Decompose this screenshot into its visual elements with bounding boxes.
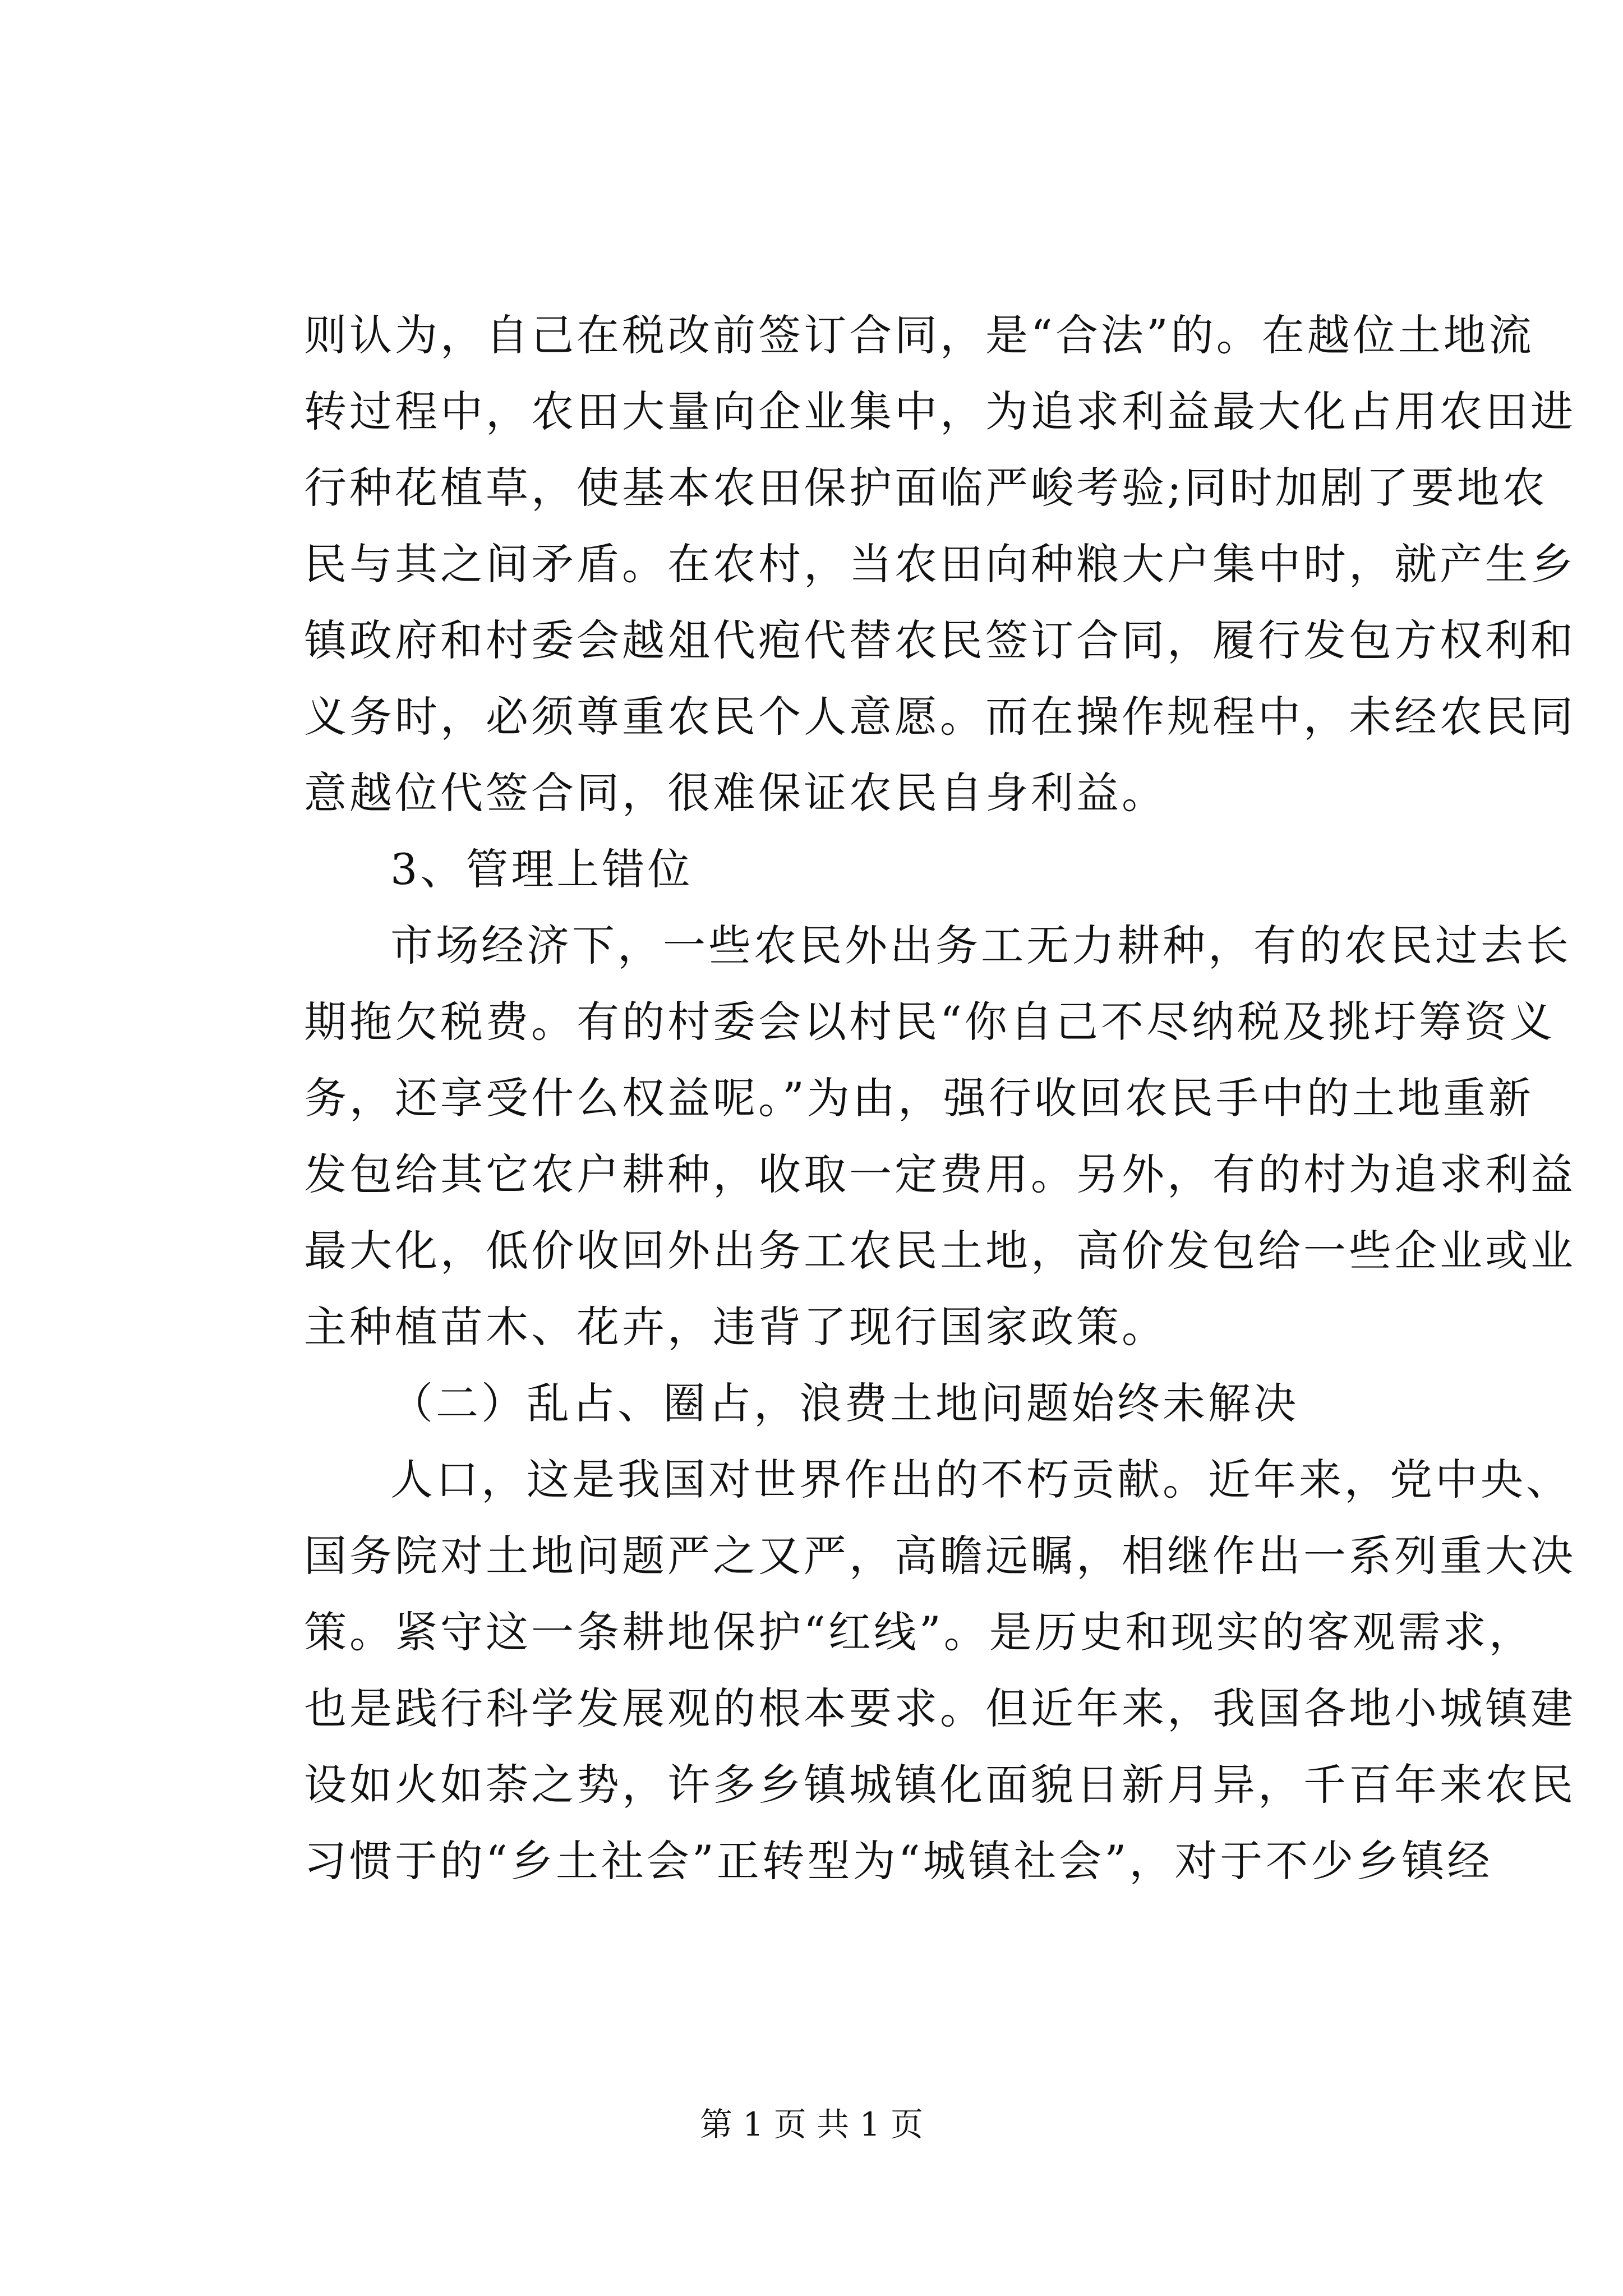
- section-heading: （二）乱占、圈占，浪费土地问题始终未解决: [390, 1378, 1299, 1428]
- paragraph-first-line: 市场经济下，一些农民外出务工无力耕种，有的农民过去长: [390, 921, 1571, 970]
- body-line: 义务时，必须尊重农民个人意愿。而在操作规程中，未经农民同: [304, 692, 1576, 742]
- body-line: 行种花植草，使基本农田保护面临严峻考验;同时加剧了要地农: [304, 463, 1548, 513]
- body-line: 则认为，自己在税改前签订合同，是“合法”的。在越位土地流: [304, 310, 1534, 360]
- body-line: 转过程中，农田大量向企业集中，为追求利益最大化占用农田进: [304, 386, 1576, 436]
- page-footer: [0, 2105, 1623, 2144]
- body-line: 设如火如荼之势，许多乡镇城镇化面貌日新月异，千百年来农民: [304, 1760, 1576, 1810]
- body-line: 也是践行科学发展观的根本要求。但近年来，我国各地小城镇建: [304, 1683, 1576, 1733]
- body-line: 镇政府和村委会越俎代疱代替农民签订合同，履行发包方权利和: [304, 615, 1576, 665]
- body-line: 民与其之间矛盾。在农村，当农田向种粮大户集中时，就产生乡: [304, 539, 1576, 589]
- body-line: 主种植苗木、花卉，违背了现行国家政策。: [304, 1302, 1167, 1352]
- body-line: 习惯于的“乡土社会”正转型为“城镇社会”，对于不少乡镇经: [304, 1836, 1493, 1886]
- paragraph-first-line: 人口，这是我国对世界作出的不朽贡献。近年来，党中央、: [390, 1455, 1571, 1504]
- section-heading: 3、管理上错位: [390, 844, 693, 894]
- body-line: 意越位代签合同，很难保证农民自身利益。: [304, 768, 1167, 818]
- body-line: 最大化，低价收回外出务工农民土地，高价发包给一些企业或业: [304, 1226, 1576, 1276]
- body-line: 务，还享受什么权益呢。”为由，强行收回农民手中的土地重新: [304, 1073, 1534, 1123]
- body-line: 期拖欠税费。有的村委会以村民“你自己不尽纳税及挑圩筹资义: [304, 997, 1555, 1047]
- body-line: 策。紧守这一条耕地保护“红线”。是历史和现实的客观需求，: [304, 1607, 1534, 1657]
- body-line: 国务院对土地问题严之又严，高瞻远瞩，相继作出一系列重大决: [304, 1531, 1576, 1581]
- document-body: [304, 297, 1576, 1899]
- body-line: 发包给其它农户耕种，收取一定费用。另外，有的村为追求利益: [304, 1149, 1576, 1199]
- page-number-label: 第 1 页 共 1 页: [700, 2105, 923, 2143]
